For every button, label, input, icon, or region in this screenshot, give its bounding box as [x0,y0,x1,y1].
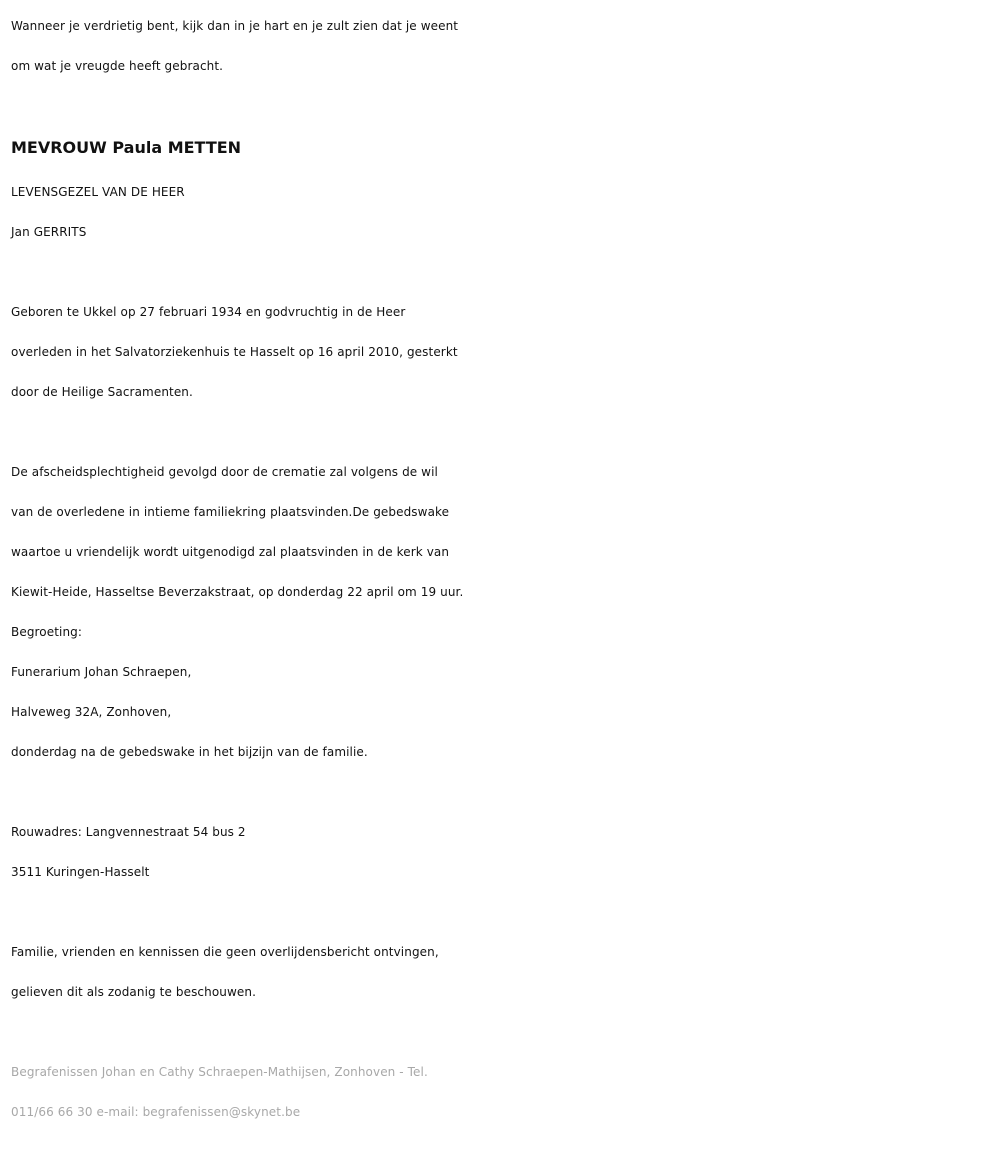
partner-name: Jan GERRITS [11,225,87,239]
footer-line: Begrafenissen Johan en Cathy Schraepen-Mathijsen, Zonhoven - Tel. [11,1065,428,1079]
birth-death-paragraph [11,292,993,412]
mourning-address [11,812,993,892]
notice-paragraph [11,932,993,1012]
paragraph-line: gelieven dit als zodanig te beschouwen. [11,985,256,999]
funeral-home-footer [11,1052,993,1132]
ceremony-paragraph [11,452,993,772]
relation-title: LEVENSGEZEL VAN DE HEER [11,185,185,199]
paragraph-line: door de Heilige Sacramenten. [11,385,193,399]
paragraph-line: Begroeting: [11,625,83,639]
obituary-notice [11,6,993,1132]
quote-block [11,6,993,86]
paragraph-line: van de overledene in intieme familiekring plaatsvinden.De gebedswake [11,505,450,519]
paragraph-line: Funerarium Johan Schraepen, [11,665,192,679]
relation-block [11,172,993,252]
quote-line: Wanneer je verdrietig bent, kijk dan in je hart en je zult zien dat je weent [11,19,459,33]
paragraph-line: waartoe u vriendelijk wordt uitgenodigd zal plaatsvinden in de kerk van [11,545,450,559]
address-line: Rouwadres: Langvennestraat 54 bus 2 [11,825,246,839]
paragraph-line: Kiewit-Heide, Hasseltse Beverzakstraat, op donderdag 22 april om 19 uur. [11,585,464,599]
paragraph-line: De afscheidsplechtigheid gevolgd door de crematie zal volgens de wil [11,465,438,479]
footer-contact: 011/66 66 30 e-mail: begrafenissen@skynet.be [11,1105,301,1119]
deceased-name: MEVROUW Paula METTEN [11,138,242,157]
paragraph-line: donderdag na de gebedswake in het bijzijn van de familie. [11,745,368,759]
paragraph-line: Halveweg 32A, Zonhoven, [11,705,172,719]
quote-line: om wat je vreugde heeft gebracht. [11,59,224,73]
paragraph-line: Familie, vrienden en kennissen die geen overlijdensbericht ontvingen, [11,945,439,959]
paragraph-line: overleden in het Salvatorziekenhuis te Hasselt op 16 april 2010, gesterkt [11,345,458,359]
address-line: 3511 Kuringen-Hasselt [11,865,150,879]
paragraph-line: Geboren te Ukkel op 27 februari 1934 en godvruchtig in de Heer [11,305,406,319]
